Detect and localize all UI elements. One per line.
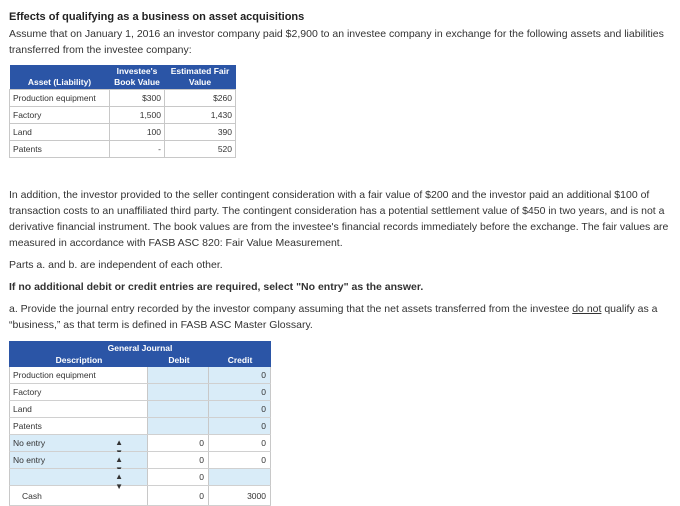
table-row — [10, 124, 236, 141]
selected-account: No entry — [13, 455, 46, 465]
journal-row — [9, 367, 271, 384]
journal-row — [9, 469, 271, 491]
fair-value: 520 — [165, 141, 236, 158]
credit-input[interactable]: 0 — [209, 418, 271, 434]
part-a-underlined: do not — [572, 303, 602, 315]
credit-input[interactable]: 0 — [209, 367, 271, 383]
debit-col-header: Debit — [168, 355, 190, 365]
credit-input[interactable] — [209, 469, 271, 485]
intro-paragraph: Assume that on January 1, 2016 an investor company paid $2,900 to an investee company in exchange for the following assets and liabilities transferred from the investee company: — [9, 28, 664, 56]
credit-col-header: Credit — [227, 355, 253, 365]
debit-input[interactable] — [148, 367, 209, 383]
book-value: 1,500 — [110, 107, 165, 124]
credit-input[interactable]: 0 — [209, 384, 271, 400]
journal-description: Production equipment — [9, 367, 148, 383]
book-value-col-header: Investee's Book Value — [110, 65, 165, 90]
problem-title: Effects of qualifying as a business on asset acquisitions — [9, 11, 305, 23]
journal-description: Patents — [9, 418, 148, 434]
book-value: 100 — [110, 124, 165, 141]
debit-input[interactable]: 0 — [148, 469, 209, 485]
credit-input[interactable]: 3000 — [209, 486, 271, 505]
credit-input[interactable]: 0 — [209, 435, 271, 451]
book-value: $300 — [110, 90, 165, 107]
fair-value: 1,430 — [165, 107, 236, 124]
asset-name: Patents — [10, 141, 110, 158]
journal-title: General Journal — [107, 343, 173, 353]
debit-input[interactable] — [148, 401, 209, 417]
asset-table — [9, 65, 236, 158]
part-a-question — [9, 301, 671, 333]
asset-name: Land — [10, 124, 110, 141]
journal-row — [9, 435, 271, 452]
part-a-text: a. Provide the journal entry recorded by the investor company assuming that the net assets transferred from the investee — [9, 303, 570, 315]
debit-input[interactable]: 0 — [148, 486, 209, 505]
part-a-text-end: qualify as a “business,” as that term is defined in FASB ASC Master Glossary. — [9, 303, 658, 331]
general-journal — [9, 341, 271, 506]
journal-header — [9, 341, 271, 367]
account-select[interactable] — [9, 452, 148, 468]
selected-account: No entry — [13, 438, 46, 448]
fair-value: 390 — [165, 124, 236, 141]
journal-row — [9, 486, 271, 506]
problem-content — [9, 8, 671, 506]
account-select[interactable] — [9, 469, 148, 491]
fair-value: $260 — [165, 90, 236, 107]
contingent-paragraph: In addition, the investor provided to the seller contingent consideration with a fair value of $200 and the investor paid an additional $100 of transaction costs to an unaffiliated third party. The contingent consideration has a potential settlement value of $450 in two years, and is not a derivative financial instrument. The book values are from the investee's financial records immediately before the exchange. The fair values are measured in accordance with FASB ASC 820: Fair Value Measurement. — [9, 189, 669, 249]
debit-input[interactable] — [148, 418, 209, 434]
journal-row — [9, 452, 271, 469]
fair-value-col-header: Estimated Fair Value — [165, 65, 236, 90]
asset-name: Factory — [10, 107, 110, 124]
debit-input[interactable]: 0 — [148, 452, 209, 468]
dropdown-arrow-icon: ▲ — [115, 438, 123, 447]
independence-note: Parts a. and b. are independent of each other. — [9, 259, 223, 271]
journal-description: Land — [9, 401, 148, 417]
credit-input[interactable]: 0 — [209, 452, 271, 468]
journal-row — [9, 384, 271, 401]
description-col-header: Description — [55, 355, 103, 365]
table-row — [10, 141, 236, 158]
dropdown-arrow-icon: ▲ ▼ — [115, 472, 123, 491]
debit-input[interactable]: 0 — [148, 435, 209, 451]
journal-description: Factory — [9, 384, 148, 400]
table-row — [10, 107, 236, 124]
asset-col-header: Asset (Liability) — [10, 65, 110, 90]
account-select[interactable] — [9, 435, 148, 451]
journal-row — [9, 401, 271, 418]
dropdown-arrow-icon: ▲ — [115, 455, 123, 464]
credit-input[interactable]: 0 — [209, 401, 271, 417]
journal-description: Cash — [9, 486, 148, 505]
book-value: - — [110, 141, 165, 158]
no-entry-instruction: If no additional debit or credit entries are required, select "No entry" as the answer. — [9, 281, 424, 293]
table-row — [10, 90, 236, 107]
debit-input[interactable] — [148, 384, 209, 400]
asset-name: Production equipment — [10, 90, 110, 107]
journal-row — [9, 418, 271, 435]
